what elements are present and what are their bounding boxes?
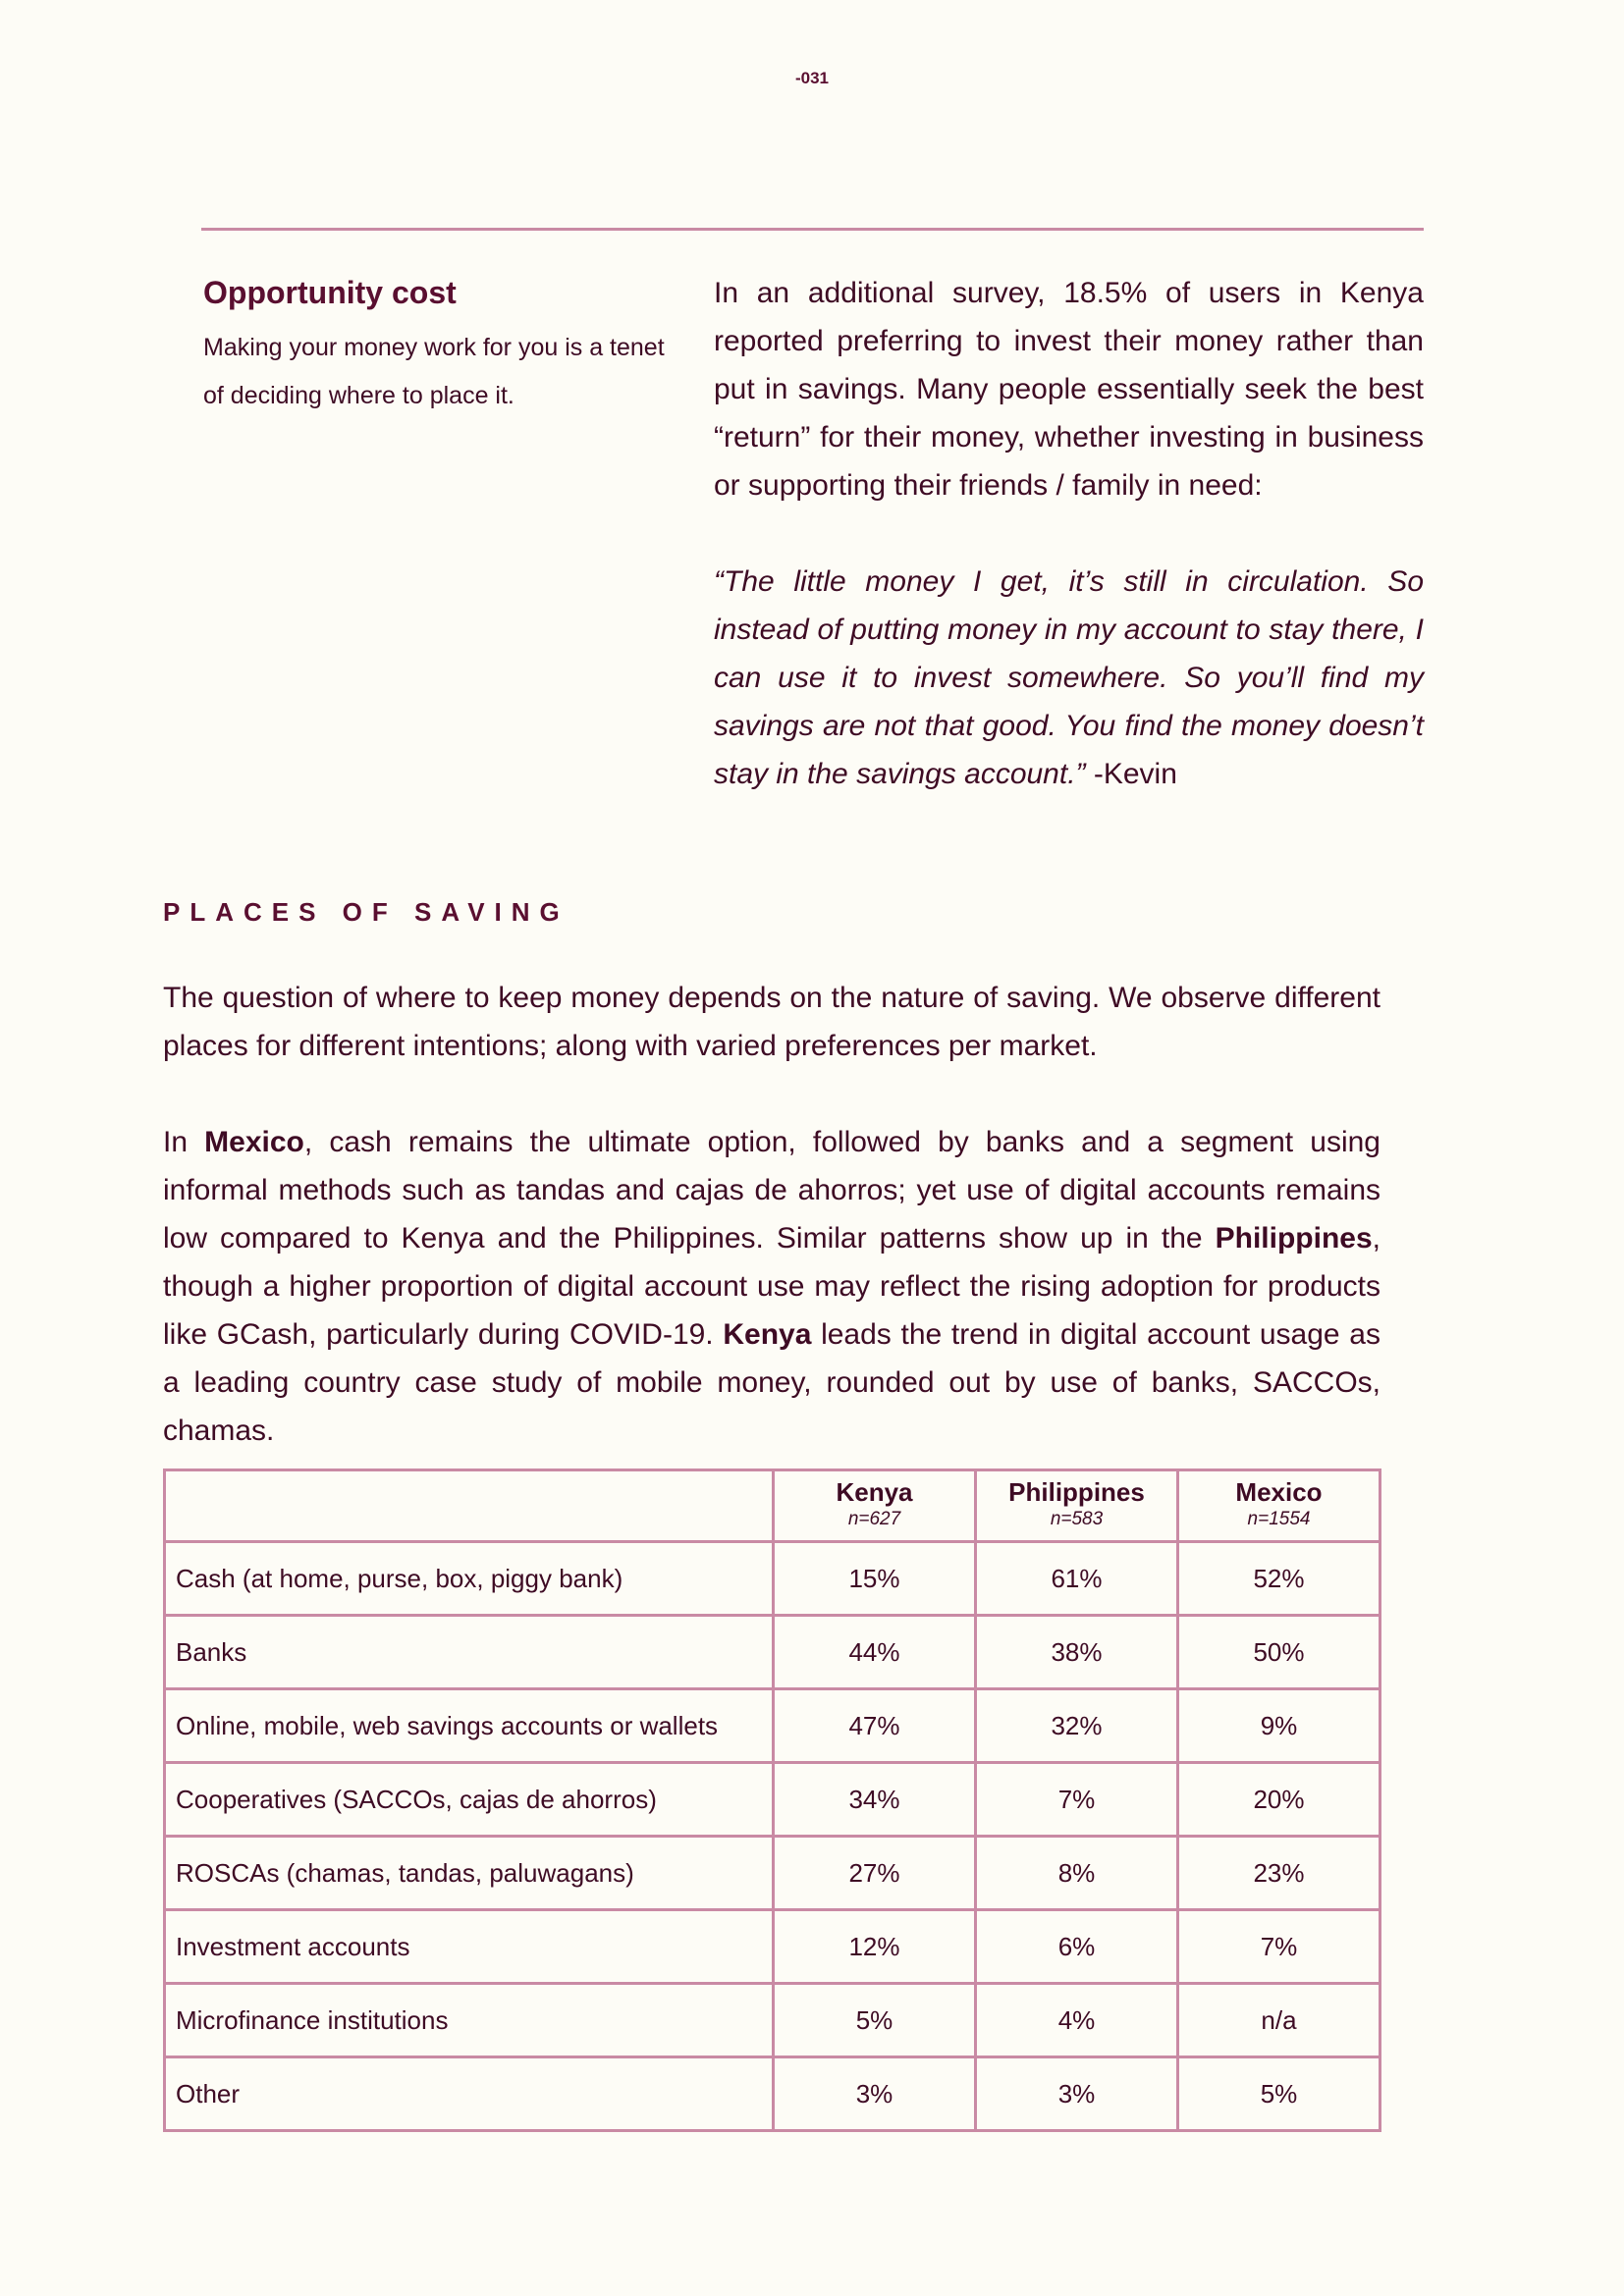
- table-header-row: [165, 1470, 1380, 1542]
- table-row: [165, 1763, 1380, 1837]
- cell-philippines: 61%: [976, 1542, 1178, 1616]
- cell-philippines: 4%: [976, 1984, 1178, 2057]
- section-paragraph-2: [163, 1118, 1380, 1455]
- column-country: Philippines: [1008, 1477, 1145, 1507]
- cell-mexico: 5%: [1178, 2057, 1380, 2131]
- text-run: In: [163, 1126, 205, 1158]
- cell-mexico: 23%: [1178, 1837, 1380, 1910]
- places-of-saving-table: [163, 1468, 1381, 2132]
- column-header-philippines: [976, 1470, 1178, 1542]
- column-country: Kenya: [836, 1477, 913, 1507]
- cell-philippines: 3%: [976, 2057, 1178, 2131]
- quote-text: “The little money I get, it’s still in circulation. So instead of putting money in my account to stay there, I can use it to invest somewhere. So you’ll find my savings are not that good. You find the money doesn’t stay in the savings account.”: [714, 565, 1424, 790]
- cell-kenya: 44%: [774, 1616, 976, 1689]
- cell-philippines: 38%: [976, 1616, 1178, 1689]
- cell-mexico: 50%: [1178, 1616, 1380, 1689]
- cell-kenya: 47%: [774, 1689, 976, 1763]
- cell-philippines: 32%: [976, 1689, 1178, 1763]
- text-run: leads the trend in digital account usage as a leading country case study of mobile money, rounded out by use of banks, SACCOs, chamas.: [163, 1318, 1380, 1447]
- highlight-kenya: Kenya: [723, 1318, 812, 1351]
- column-sample-size: n=583: [1050, 1509, 1104, 1529]
- row-label: Cooperatives (SACCOs, cajas de ahorros): [165, 1763, 774, 1837]
- table-row: [165, 1689, 1380, 1763]
- row-label: Investment accounts: [165, 1910, 774, 1984]
- table-row: [165, 2057, 1380, 2131]
- row-label: Banks: [165, 1616, 774, 1689]
- text-run: , though a higher proportion of digital account use may reflect the rising adoption for products like GCash, particularly during COVID-19.: [163, 1222, 1380, 1351]
- cell-kenya: 3%: [774, 2057, 976, 2131]
- cell-mexico: 20%: [1178, 1763, 1380, 1837]
- interview-quote: [714, 558, 1424, 798]
- text-run: , cash remains the ultimate option, followed by banks and a segment using informal methods such as tandas and cajas de ahorros; yet use of digital accounts remains low compared to Kenya and the Philippines. Similar patterns show up in the: [163, 1126, 1380, 1255]
- table-row: [165, 1910, 1380, 1984]
- highlight-mexico: Mexico: [204, 1126, 304, 1158]
- row-label: Cash (at home, purse, box, piggy bank): [165, 1542, 774, 1616]
- cell-philippines: 7%: [976, 1763, 1178, 1837]
- section-divider: [201, 228, 1424, 231]
- column-sample-size: n=627: [847, 1509, 901, 1529]
- sidebar-note-body: Making your money work for you is a tenet of deciding where to place it.: [203, 334, 665, 409]
- cell-philippines: 6%: [976, 1910, 1178, 1984]
- table-row: [165, 1542, 1380, 1616]
- column-sample-size: n=1554: [1247, 1509, 1311, 1529]
- section-body: [163, 974, 1380, 1507]
- table-header-empty: [165, 1470, 774, 1542]
- column-header-mexico: [1178, 1470, 1380, 1542]
- section-heading: PLACES OF SAVING: [163, 897, 569, 927]
- row-label: Online, mobile, web savings accounts or wallets: [165, 1689, 774, 1763]
- cell-mexico: 9%: [1178, 1689, 1380, 1763]
- cell-kenya: 15%: [774, 1542, 976, 1616]
- sidebar-note-title: Opportunity cost: [203, 275, 457, 310]
- cell-mexico: 52%: [1178, 1542, 1380, 1616]
- cell-kenya: 34%: [774, 1763, 976, 1837]
- quote-author: -Kevin: [1085, 758, 1177, 790]
- row-label: ROSCAs (chamas, tandas, paluwagans): [165, 1837, 774, 1910]
- section-paragraph-1: The question of where to keep money depends on the nature of saving. We observe different places for different intentions; along with varied preferences per market.: [163, 982, 1380, 1062]
- row-label: Microfinance institutions: [165, 1984, 774, 2057]
- highlight-philippines: Philippines: [1215, 1222, 1373, 1255]
- cell-mexico: 7%: [1178, 1910, 1380, 1984]
- table-row: [165, 1837, 1380, 1910]
- cell-philippines: 8%: [976, 1837, 1178, 1910]
- cell-kenya: 27%: [774, 1837, 976, 1910]
- row-label: Other: [165, 2057, 774, 2131]
- cell-kenya: 5%: [774, 1984, 976, 2057]
- intro-column: [714, 269, 1424, 798]
- cell-kenya: 12%: [774, 1910, 976, 1984]
- cell-mexico: n/a: [1178, 1984, 1380, 2057]
- column-country: Mexico: [1235, 1477, 1323, 1507]
- column-header-kenya: [774, 1470, 976, 1542]
- table-row: [165, 1616, 1380, 1689]
- intro-paragraph: In an additional survey, 18.5% of users in Kenya reported preferring to invest their money rather than put in savings. Many people essentially seek the best “return” for their money, whether investing in business or supporting their friends / family in need:: [714, 277, 1424, 502]
- page-number: -031: [794, 69, 830, 87]
- table-row: [165, 1984, 1380, 2057]
- sidebar-note: [203, 271, 665, 420]
